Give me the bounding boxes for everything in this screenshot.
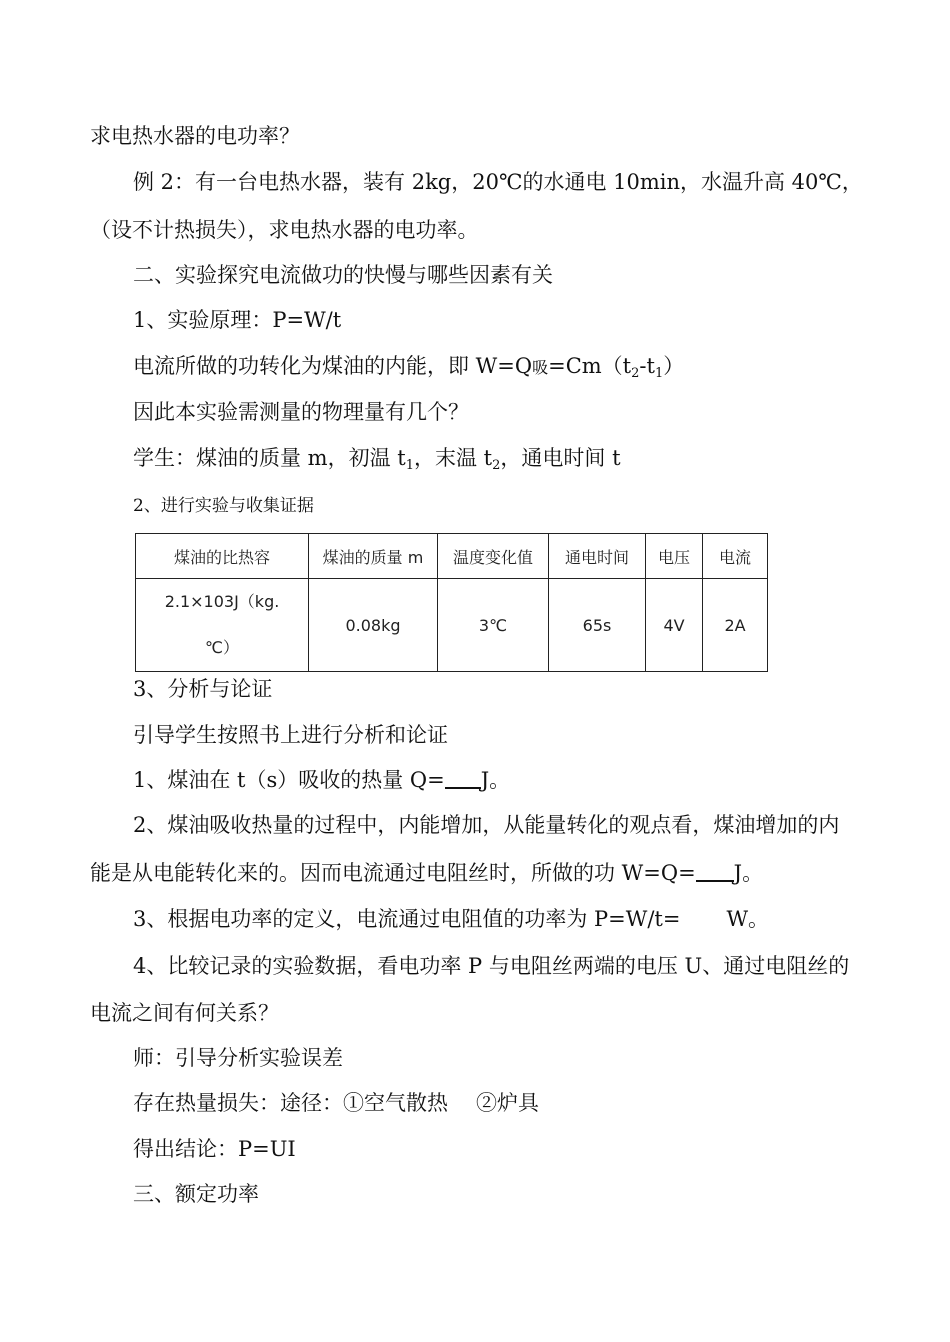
question-1-line: 1、煤油在 t（s）吸收的热量 Q= J。 <box>133 768 511 792</box>
table-header-cell: 通电时间 <box>549 534 646 579</box>
table-header-cell: 温度变化值 <box>438 534 549 579</box>
experiment-principle: 1、实验原理：P=W/t <box>133 308 342 332</box>
student-answer-line: 学生：煤油的质量 m，初温 $t_1$，末温 $t_2$，通电时间 t <box>133 446 621 473</box>
fill-blank <box>696 862 734 882</box>
table-cell: 4V <box>646 579 703 672</box>
text-line: 引导学生按照书上进行分析和论证 <box>133 723 448 747</box>
question-2-continued: 能是从电能转化来的。因而电流通过电阻丝时，所做的功 W=Q= J。 <box>90 861 764 885</box>
table-cell: 65s <box>549 579 646 672</box>
table-cell: 0.08kg <box>309 579 438 672</box>
experiment-data-table <box>135 533 768 672</box>
teacher-line: 师：引导分析实验误差 <box>133 1046 343 1070</box>
section-heading-3: 三、额定功率 <box>133 1182 259 1206</box>
text-line: （设不计热损失），求电热水器的电功率。 <box>90 218 479 242</box>
table-header-cell: 电压 <box>646 534 703 579</box>
section-heading-2: 二、实验探究电流做功的快慢与哪些因素有关 <box>133 263 553 287</box>
table-cell-specific-heat: 2.1×103J（kg. ℃） <box>136 579 309 672</box>
question-4-continued: 电流之间有何关系？ <box>90 1001 279 1025</box>
text-line: 求电热水器的电功率？ <box>90 124 300 148</box>
question-3-line: 3、根据电功率的定义，电流通过电阻值的功率为 P=W/t= W。 <box>133 907 770 931</box>
table-cell: 2A <box>703 579 768 672</box>
question-4-line: 4、比较记录的实验数据，看电功率 P 与电阻丝两端的电压 U、通过电阻丝的 <box>133 954 850 978</box>
energy-conversion-line: 电流所做的功转化为煤油的内能，即 W=Q吸$=Cm(t_2-t_1)$ <box>133 354 685 381</box>
table-header-cell: 煤油的质量 m <box>309 534 438 579</box>
table-cell: 3℃ <box>438 579 549 672</box>
subsection-heading: 2、进行实验与收集证据 <box>133 496 314 516</box>
table-header-cell: 电流 <box>703 534 768 579</box>
table-header-cell: 煤油的比热容 <box>136 534 309 579</box>
example-2-line: 例 2：有一台电热水器，装有 2kg，20℃的水通电 10min，水温升高 40℃， <box>133 170 863 194</box>
conclusion-line: 得出结论：P=UI <box>133 1137 296 1161</box>
question-2-line: 2、煤油吸收热量的过程中，内能增加，从能量转化的观点看，煤油增加的内 <box>133 813 840 837</box>
table-row <box>136 579 768 672</box>
fill-blank <box>445 769 481 789</box>
heat-loss-line: 存在热量损失：途径：①空气散热 ②炉具 <box>133 1091 539 1115</box>
subsection-heading: 3、分析与论证 <box>133 677 273 701</box>
text-line: 因此本实验需测量的物理量有几个？ <box>133 400 469 424</box>
table-header-row <box>136 534 768 579</box>
